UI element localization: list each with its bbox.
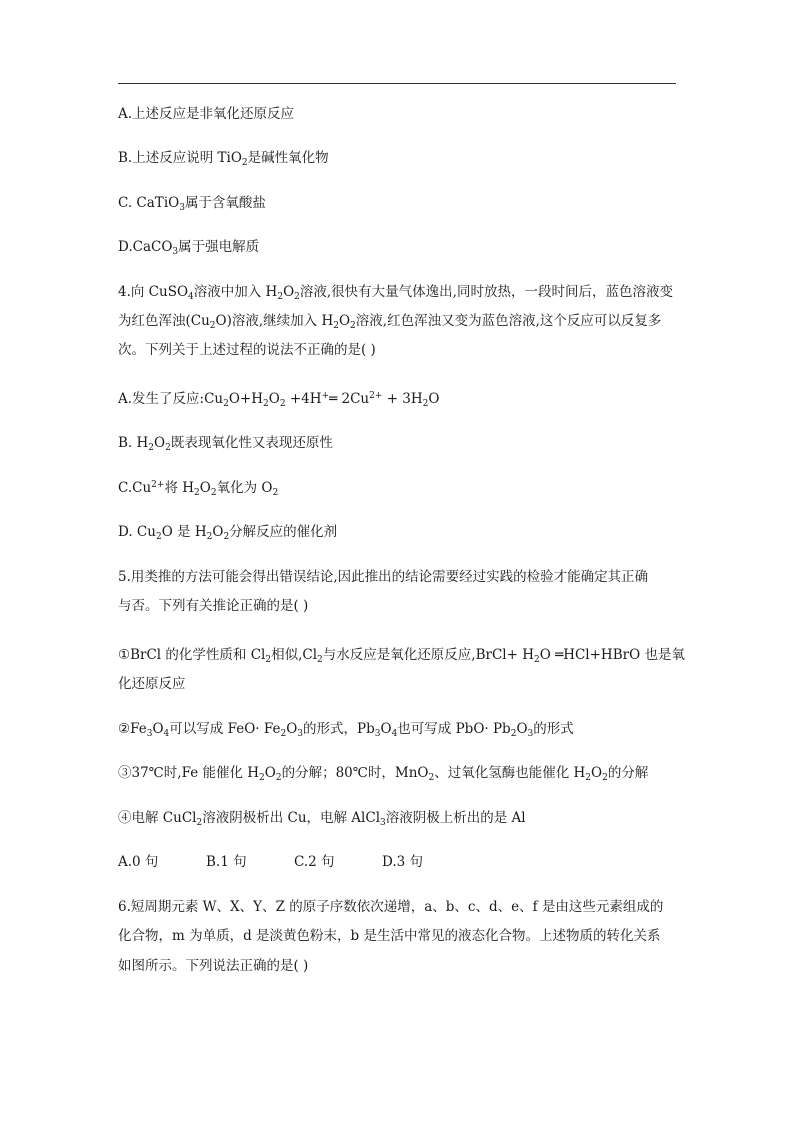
q3-option-d: D.CaCO$_3$属于强电解质: [118, 239, 260, 257]
q5-option-d: D.3 句: [382, 854, 424, 870]
q6-stem-line-1: 6.短周期元素 W、X、Y、Z 的原子序数依次递增，a、b、c、d、e、f 是由这些元素组成的: [118, 899, 664, 915]
q5-options: [118, 852, 470, 872]
q4-option-d: D. $Cu_2O$ 是 $H_2O_2$分解反应的催化剂: [118, 524, 338, 542]
q5-option-c: C.2 句: [294, 854, 335, 870]
q5-option-b: B.1 句: [206, 854, 247, 870]
q5-item-3: ③37℃时,Fe 能催化 $H_2O_2$的分解；80℃时，MnO$_2$、过氧化氢酶也能催化 $H_2O_2$的分解: [118, 765, 649, 783]
q3-option-b: B.上述反应说明 TiO$_2$是碱性氧化物: [118, 150, 329, 168]
q4-option-c: $C.Cu^{2+}$将 $H_2O_2$氧化为 $O_2$: [118, 480, 279, 498]
q6-stem-line-2: 化合物，m 为单质，d 是淡黄色粉末，b 是生活中常见的液态化合物。上述物质的转化关系: [118, 928, 661, 944]
q4-option-b: B. $H_2O_2$既表现氧化性又表现还原性: [118, 435, 333, 453]
q5-item-2: $②Fe_3O_4$可以写成 $FeO\cdot Fe_2O_3$的形式，$Pb_3O_4$也可写成 $PbO\cdot Pb_2O_3$的形式: [118, 721, 574, 739]
q4-option-a: A.发生了反应$:Cu_2O+H_2O_2$ +4H+═ $2Cu^{2+} + 3H_2O$: [118, 391, 440, 409]
header-rule: [118, 83, 676, 84]
q3-option-c: C. CaTiO$_3$属于含氧酸盐: [118, 195, 266, 213]
q5-item-1-line-2: 化还原反应: [118, 676, 186, 692]
q5-stem-line-2: 与否。下列有关推论正确的是( ): [118, 598, 309, 614]
q6-stem-line-3: 如图所示。下列说法正确的是( ): [118, 958, 309, 974]
q4-stem-line-2: 为红色浑浊$(Cu_2O)$溶液,继续加入 $H_2O_2$溶液,红色浑浊又变为蓝色溶液,这个反应可以反复多: [118, 313, 662, 331]
q3-option-a: A.上述反应是非氧化还原反应: [118, 106, 295, 122]
q5-option-a: A.0 句: [118, 854, 159, 870]
q4-stem-line-3: 次。下列关于上述过程的说法不正确的是( ): [118, 342, 376, 358]
q5-item-1: ①BrCl 的化学性质和 $Cl_2$相似$,Cl_2$与水反应是氧化还原反应,BrCl+ $H_2O$ ═HCl+HBrO 也是氧: [118, 647, 685, 665]
q4-stem-line-1: 4.向 CuSO$_4$溶液中加入 $H_2O_2$溶液,很快有大量气体逸出,同时放热，一段时间后，蓝色溶液变: [118, 284, 673, 302]
q5-item-4: ④电解 CuCl$_2$溶液阴极析出 Cu，电解 AlCl$_3$溶液阴极上析出的是 Al: [118, 810, 526, 828]
q5-stem-line-1: 5.用类推的方法可能会得出错误结论,因此推出的结论需要经过实践的检验才能确定其正确: [118, 569, 649, 585]
